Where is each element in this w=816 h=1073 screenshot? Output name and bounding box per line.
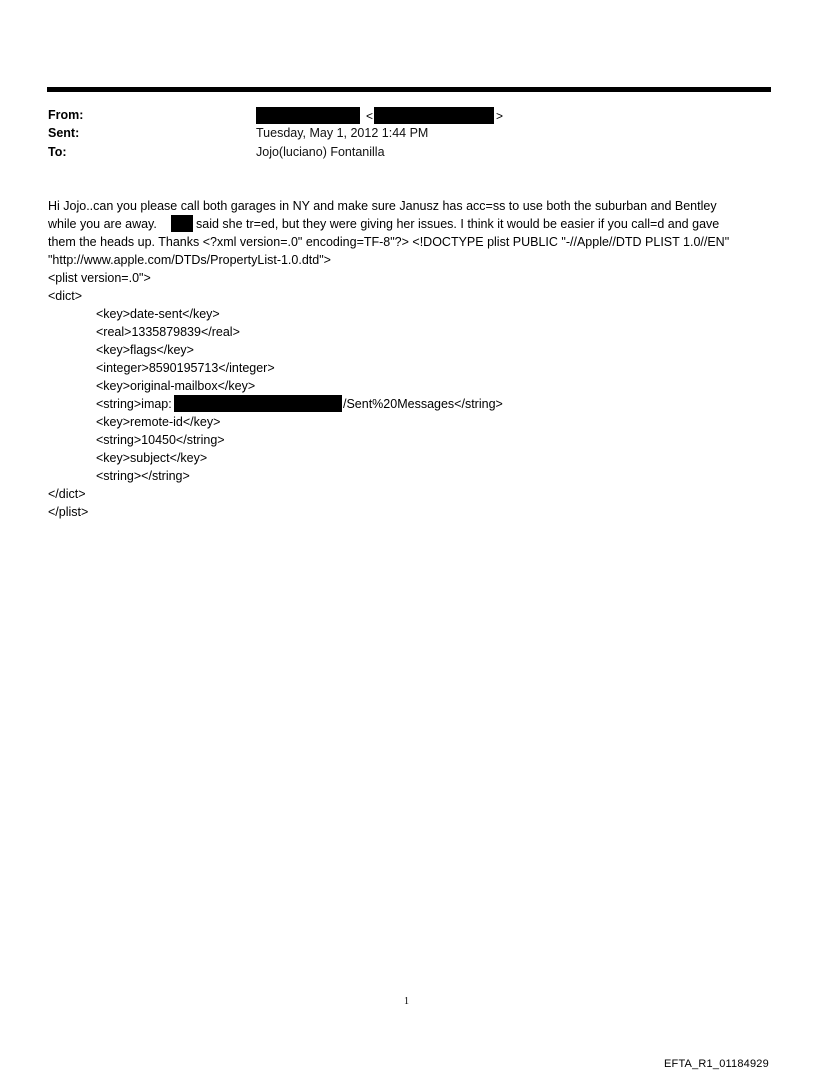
plist-line-8: <string>10450</string>	[96, 433, 225, 447]
redacted-mailbox	[174, 395, 342, 412]
plist-line-4: <integer>8590195713</integer>	[96, 361, 275, 375]
plist-line-5: <key>original-mailbox</key>	[96, 379, 256, 393]
message-line-4: "http://www.apple.com/DTDs/PropertyList-1.0.dtd">	[48, 253, 331, 267]
page-number: 1	[404, 996, 409, 1007]
message-line-3: them the heads up. Thanks <?xml version=.0" encoding=TF-8"?> <!DOCTYPE plist PUBLIC "-//Apple//DTD PLIST 1.0//EN"	[48, 235, 730, 249]
redacted-sender-email	[374, 107, 494, 124]
plist-line-2: <real>1335879839</real>	[96, 325, 240, 339]
sender-open-bracket: <	[366, 109, 374, 123]
to-value: Jojo(luciano) Fontanilla	[256, 145, 385, 159]
plist-line-9: <key>subject</key>	[96, 451, 208, 465]
redacted-sender-name	[256, 107, 360, 124]
to-label: To:	[48, 145, 67, 159]
sender-close-bracket: >	[496, 109, 504, 123]
plist-line-6-start: <string>imap:	[96, 397, 172, 411]
plist-line-6-end: /Sent%20Messages</string>	[343, 397, 503, 411]
sent-value: Tuesday, May 1, 2012 1:44 PM	[256, 126, 429, 140]
plist-close-plist: </plist>	[48, 505, 89, 519]
header-rule	[47, 87, 771, 92]
from-label: From:	[48, 108, 84, 122]
plist-line-7: <key>remote-id</key>	[96, 415, 221, 429]
plist-close-dict: </dict>	[48, 487, 86, 501]
redacted-name	[171, 215, 193, 232]
message-line-5: <plist version=.0">	[48, 271, 151, 285]
plist-line-3: <key>flags</key>	[96, 343, 194, 357]
message-line-2-start: while you are away.	[48, 217, 157, 231]
message-line-2-end: said she tr=ed, but they were giving her issues. I think it would be easier if you call=d and gave	[196, 217, 720, 231]
plist-line-10: <string></string>	[96, 469, 190, 483]
sent-label: Sent:	[48, 126, 80, 140]
message-line-1: Hi Jojo..can you please call both garages in NY and make sure Janusz has acc=ss to use both the suburban and Bentley	[48, 199, 717, 213]
document-id: EFTA_R1_01184929	[664, 1058, 769, 1070]
message-line-6: <dict>	[48, 289, 83, 303]
plist-line-1: <key>date-sent</key>	[96, 307, 220, 321]
